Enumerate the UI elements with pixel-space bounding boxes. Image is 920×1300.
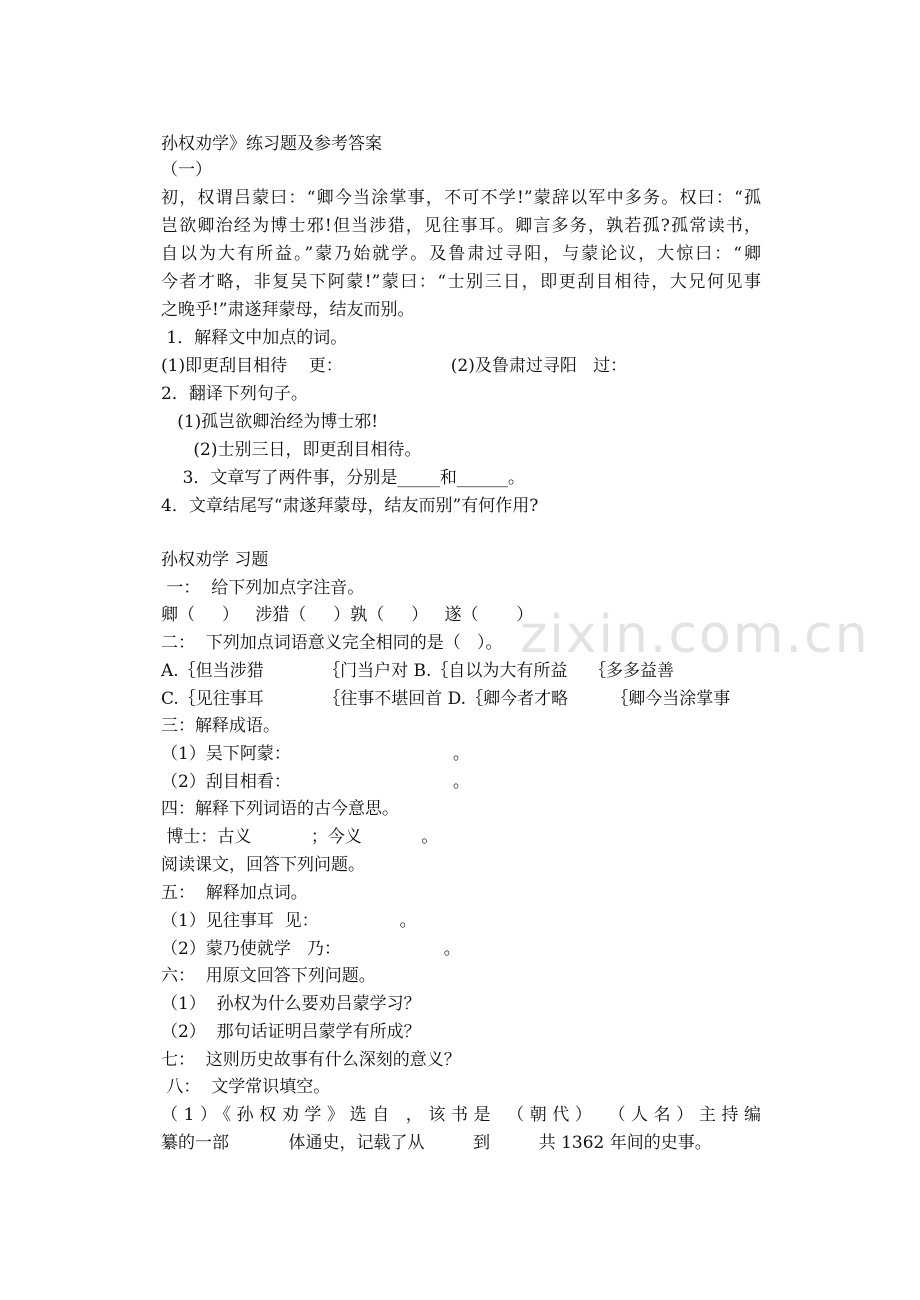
text-line: (2)士别三日，即更刮目相待。 [161, 440, 422, 460]
text-line: 之晚乎!”肃遂拜蒙母，结友而别。 [161, 300, 415, 320]
text-line: 孙权劝学 习题 [161, 550, 269, 570]
text-line: 五： 解释加点词。 [161, 883, 308, 903]
text-line: 3．文章写了两件事，分别是_____和______。 [161, 468, 525, 488]
watermark: zixin.com.cn [520, 605, 870, 665]
text-line: 六： 用原文回答下列问题。 [161, 966, 376, 986]
text-line: 三：解释成语。 [161, 716, 280, 736]
text-line: （1）《孙权劝学》选自 ，该书是 （朝代） （人名）主持编 [161, 1105, 761, 1125]
text-line: （2）蒙乃使就学 乃： 。 [161, 939, 461, 959]
text-line: 二： 下列加点词语意义完全相同的是（ ）。 [161, 633, 503, 653]
text-line: （1）吴下阿蒙： 。 [161, 744, 470, 764]
text-line: 纂的一部 体通史，记载了从 到 共 1362 年间的史事。 [161, 1133, 712, 1153]
text-line: (1)即更刮目相待 更： (2)及鲁肃过寻阳 过： [161, 356, 628, 376]
text-line: 初，权谓吕蒙曰：“卿今当涂掌事，不可不学!”蒙辞以军中多务。权曰：“孤 [161, 188, 761, 208]
text-line: 八： 文学常识填空。 [161, 1077, 331, 1097]
text-line: （1）见往事耳 见： 。 [161, 911, 417, 931]
text-line: （1） 孙权为什么要劝吕蒙学习？ [161, 994, 421, 1014]
text-line: （2） 那句话证明吕蒙学有所成？ [161, 1022, 421, 1042]
text-line: 七： 这则历史故事有什么深刻的意义？ [161, 1050, 461, 1070]
text-line: 自以为大有所益。”蒙乃始就学。及鲁肃过寻阳，与蒙论议，大惊曰：“卿 [161, 244, 761, 264]
text-line: 1．解释文中加点的词。 [161, 328, 348, 348]
text-line: 一： 给下列加点字注音。 [161, 578, 365, 598]
text-line: 博士：古义 ；今义 。 [161, 827, 439, 847]
text-line: （一） [161, 160, 212, 180]
text-line: A.｛但当涉猎 ｛门当户对 B.｛自以为大有所益 ｛多多益善 [161, 661, 675, 681]
text-line: (1)孤岂欲卿治经为博士邪! [161, 412, 379, 432]
text-line: 四：解释下列词语的古今意思。 [161, 799, 399, 819]
text-line: （2）刮目相看： 。 [161, 772, 470, 792]
text-line: 4．文章结尾写“肃遂拜蒙母，结友而别”有何作用? [161, 496, 539, 516]
text-line: 阅读课文，回答下列问题。 [161, 855, 365, 875]
text-line: 2．翻译下列句子。 [161, 384, 308, 404]
text-line: 今者才略，非复吴下阿蒙!”蒙曰：“士别三日，即更刮目相待，大兄何见事 [161, 272, 761, 292]
text-line: 卿（ ） 涉猎（ ）孰（ ） 遂（ ） [161, 605, 534, 625]
text-line: C.｛见往事耳 ｛往事不堪回首 D.｛卿今者才略 ｛卿今当涂掌事 [161, 689, 731, 709]
text-line: 孙权劝学》练习题及参考答案 [161, 134, 382, 154]
text-line: 岂欲卿治经为博士邪!但当涉猎，见往事耳。卿言多务，孰若孤?孤常读书， [161, 216, 761, 236]
